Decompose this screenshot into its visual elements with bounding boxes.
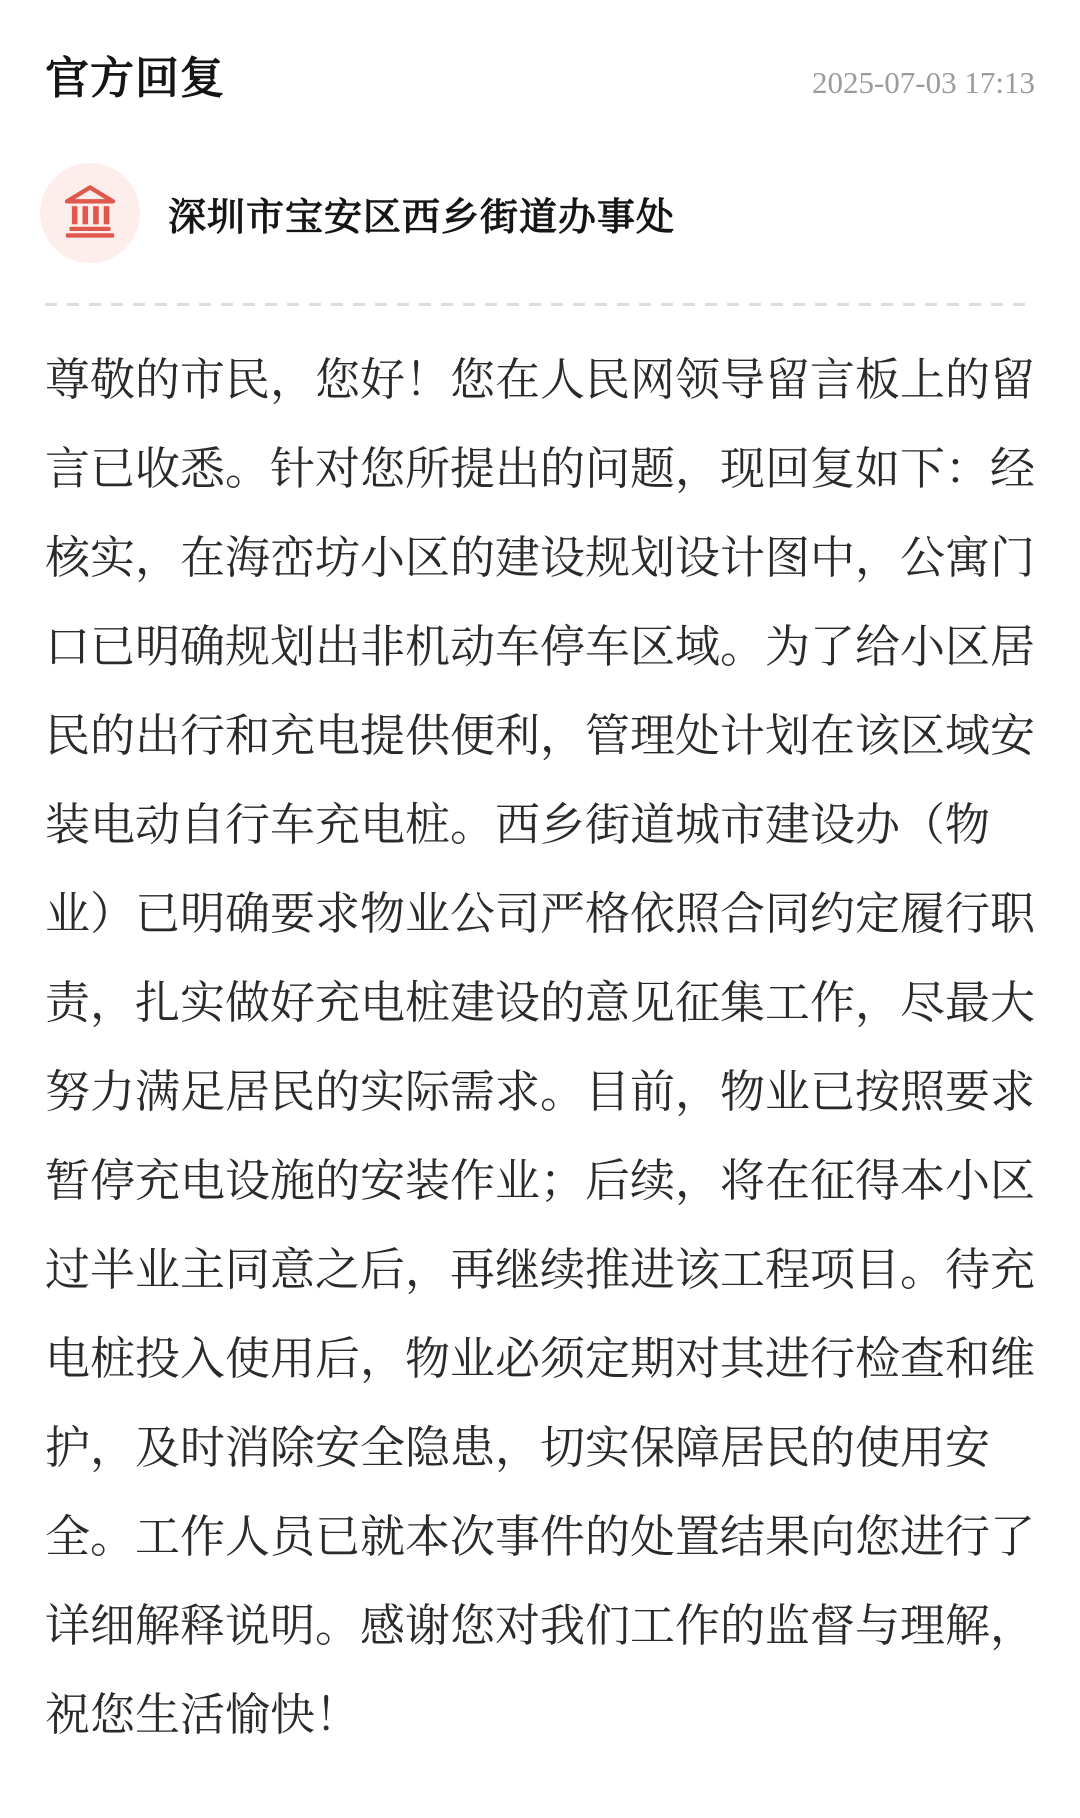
reply-text-line: 尊敬的市民，您好！您在人民网领导留言板上的留 — [45, 354, 1036, 406]
reply-text-line: 过半业主同意之后，再继续推进该工程项目。待充 — [45, 1244, 1036, 1296]
reply-text-line: 暂停充电设施的安装作业；后续，将在征得本小区 — [45, 1155, 1036, 1207]
reply-text-line: 全。工作人员已就本次事件的处置结果向您进行了 — [45, 1511, 1036, 1563]
government-building-icon — [61, 182, 119, 245]
page-title: 官方回复 — [45, 54, 225, 103]
responder-name: 深圳市宝安区西乡街道办事处 — [168, 196, 676, 239]
dashed-divider — [45, 303, 1035, 306]
reply-text-line: 业）已明确要求物业公司严格依照合同约定履行职 — [45, 888, 1036, 940]
responder-avatar — [40, 163, 140, 263]
reply-text-line: 责，扎实做好充电桩建设的意见征集工作，尽最大 — [45, 977, 1036, 1029]
reply-text-line: 电桩投入使用后，物业必须定期对其进行检查和维 — [45, 1333, 1036, 1385]
reply-text-line: 民的出行和充电提供便利，管理处计划在该区域安 — [45, 710, 1036, 762]
reply-timestamp: 2025-07-03 17:13 — [811, 65, 1035, 100]
reply-text-line: 言已收悉。针对您所提出的问题，现回复如下：经 — [45, 443, 1036, 495]
reply-text-line: 努力满足居民的实际需求。目前，物业已按照要求 — [45, 1066, 1036, 1118]
reply-body — [45, 335, 1035, 1759]
reply-text-line: 护，及时消除安全隐患，切实保障居民的使用安 — [45, 1422, 991, 1474]
reply-text-line: 装电动自行车充电桩。西乡街道城市建设办（物 — [45, 799, 991, 851]
reply-text-line: 核实，在海峦坊小区的建设规划设计图中，公寓门 — [45, 532, 1036, 584]
reply-text-line: 口已明确规划出非机动车停车区域。为了给小区居 — [45, 621, 1036, 673]
reply-text-line: 详细解释说明。感谢您对我们工作的监督与理解， — [45, 1600, 1036, 1652]
reply-text-line: 祝您生活愉快！ — [45, 1689, 361, 1741]
header — [45, 55, 1035, 103]
responder-row — [45, 163, 1035, 263]
